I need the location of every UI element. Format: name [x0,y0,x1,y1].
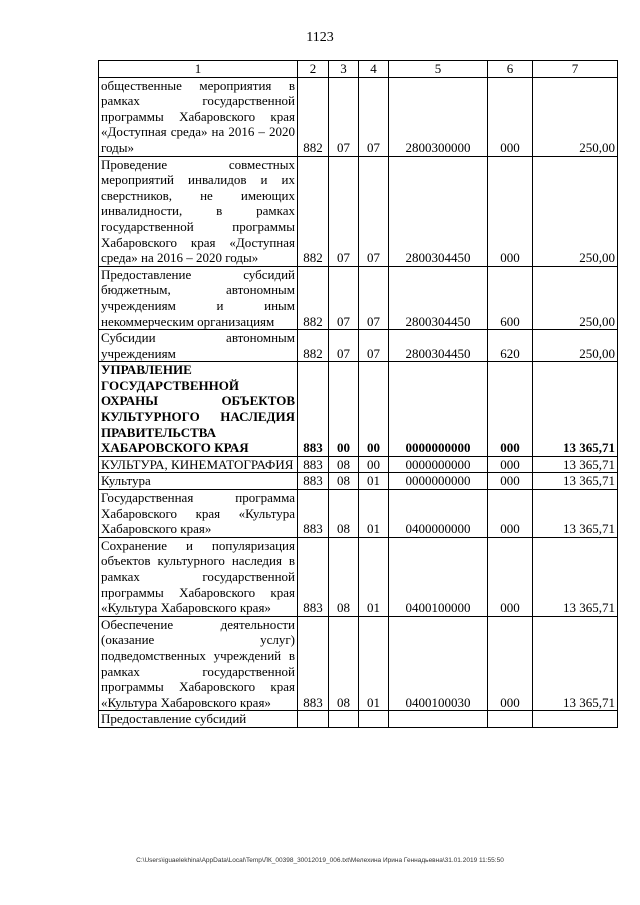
row-ministry-code: 882 [298,77,329,156]
row-expense-type [488,711,533,728]
table-row [99,156,618,266]
row-subsection: 00 [359,456,389,473]
row-name: Сохранение и популяризация объектов культурного наследия в рамках государственной программы Хабаровского края «Культура Хабаровского края» [99,537,298,616]
row-expense-type: 000 [488,473,533,490]
row-ministry-code: 882 [298,156,329,266]
table-row [99,77,618,156]
row-target-article: 0400000000 [389,490,488,538]
budget-table [98,60,618,728]
table-row [99,616,618,711]
col-header-7: 7 [533,61,618,78]
row-ministry-code: 883 [298,537,329,616]
row-section: 00 [329,362,359,457]
row-section [329,711,359,728]
row-amount: 13 365,71 [533,537,618,616]
table-row [99,473,618,490]
table-row-bold [99,362,618,457]
header-row [99,61,618,78]
row-subsection: 07 [359,77,389,156]
row-expense-type: 620 [488,330,533,362]
row-ministry-code: 883 [298,473,329,490]
row-expense-type: 000 [488,362,533,457]
row-target-article: 2800304450 [389,156,488,266]
row-section: 08 [329,490,359,538]
row-target-article: 2800300000 [389,77,488,156]
row-name: общественные мероприятия в рамках государственной программы Хабаровского края «Доступная среда» на 2016 – 2020 годы» [99,77,298,156]
row-section: 07 [329,266,359,329]
table-row [99,266,618,329]
row-subsection: 07 [359,156,389,266]
row-name: Предоставление субсидий бюджетным, автономным учреждениям и иным некоммерческим организациям [99,266,298,329]
row-name: Проведение совместных мероприятий инвалидов и их сверстников, не имеющих инвалидности, в рамках государственной программы Хабаровского края «Доступная среда» на 2016 – 2020 годы» [99,156,298,266]
row-target-article: 0000000000 [389,362,488,457]
row-target-article: 0400100030 [389,616,488,711]
row-amount: 13 365,71 [533,456,618,473]
row-expense-type: 000 [488,616,533,711]
row-section: 07 [329,330,359,362]
table-row [99,456,618,473]
table-row [99,490,618,538]
row-name: Обеспечение деятельности (оказание услуг) подведомственных учреждений в рамках государственной программы Хабаровского края «Культура Хабаровского края» [99,616,298,711]
row-section: 07 [329,156,359,266]
row-ministry-code: 883 [298,362,329,457]
row-section: 07 [329,77,359,156]
row-name: КУЛЬТУРА, КИНЕМАТОГРАФИЯ [99,456,298,473]
row-expense-type: 000 [488,77,533,156]
row-subsection: 01 [359,473,389,490]
row-target-article: 2800304450 [389,266,488,329]
row-subsection: 00 [359,362,389,457]
row-ministry-code [298,711,329,728]
col-header-1: 1 [99,61,298,78]
row-amount: 13 365,71 [533,362,618,457]
row-subsection [359,711,389,728]
row-target-article: 0000000000 [389,473,488,490]
row-subsection: 07 [359,266,389,329]
table-row [99,330,618,362]
col-header-3: 3 [329,61,359,78]
row-amount: 250,00 [533,156,618,266]
row-subsection: 01 [359,490,389,538]
row-section: 08 [329,473,359,490]
row-name: Государственная программа Хабаровского края «Культура Хабаровского края» [99,490,298,538]
table-row-continued [99,711,618,728]
row-amount: 13 365,71 [533,490,618,538]
table-row [99,537,618,616]
row-ministry-code: 882 [298,266,329,329]
col-header-2: 2 [298,61,329,78]
row-target-article: 2800304450 [389,330,488,362]
col-header-4: 4 [359,61,389,78]
file-path-footer: C:\Users\iguaelekhina\AppData\Local\Temp\ЛК_00398_30012019_006.txt\Мелехина Ирина Геннадьевна\31.01.2019 11:55:50 [136,857,504,864]
row-ministry-code: 882 [298,330,329,362]
row-expense-type: 000 [488,490,533,538]
row-ministry-code: 883 [298,490,329,538]
row-section: 08 [329,616,359,711]
row-name: Предоставление субсидий [99,711,298,728]
row-target-article: 0000000000 [389,456,488,473]
page-number: 1123 [306,30,334,45]
row-subsection: 07 [359,330,389,362]
row-expense-type: 000 [488,537,533,616]
row-section: 08 [329,537,359,616]
row-amount [533,711,618,728]
row-section: 08 [329,456,359,473]
col-header-5: 5 [389,61,488,78]
row-amount: 13 365,71 [533,616,618,711]
row-name: Культура [99,473,298,490]
row-target-article [389,711,488,728]
row-amount: 250,00 [533,266,618,329]
row-subsection: 01 [359,616,389,711]
row-amount: 250,00 [533,77,618,156]
row-expense-type: 000 [488,156,533,266]
row-ministry-code: 883 [298,616,329,711]
row-expense-type: 000 [488,456,533,473]
row-subsection: 01 [359,537,389,616]
row-ministry-code: 883 [298,456,329,473]
row-amount: 250,00 [533,330,618,362]
row-name: УПРАВЛЕНИЕ ГОСУДАРСТВЕННОЙ ОХРАНЫ ОБЪЕКТОВ КУЛЬТУРНОГО НАСЛЕДИЯ ПРАВИТЕЛЬСТВА ХАБАРОВСКОГО КРАЯ [99,362,298,457]
row-target-article: 0400100000 [389,537,488,616]
col-header-6: 6 [488,61,533,78]
row-amount: 13 365,71 [533,473,618,490]
row-name: Субсидии автономным учреждениям [99,330,298,362]
row-expense-type: 600 [488,266,533,329]
